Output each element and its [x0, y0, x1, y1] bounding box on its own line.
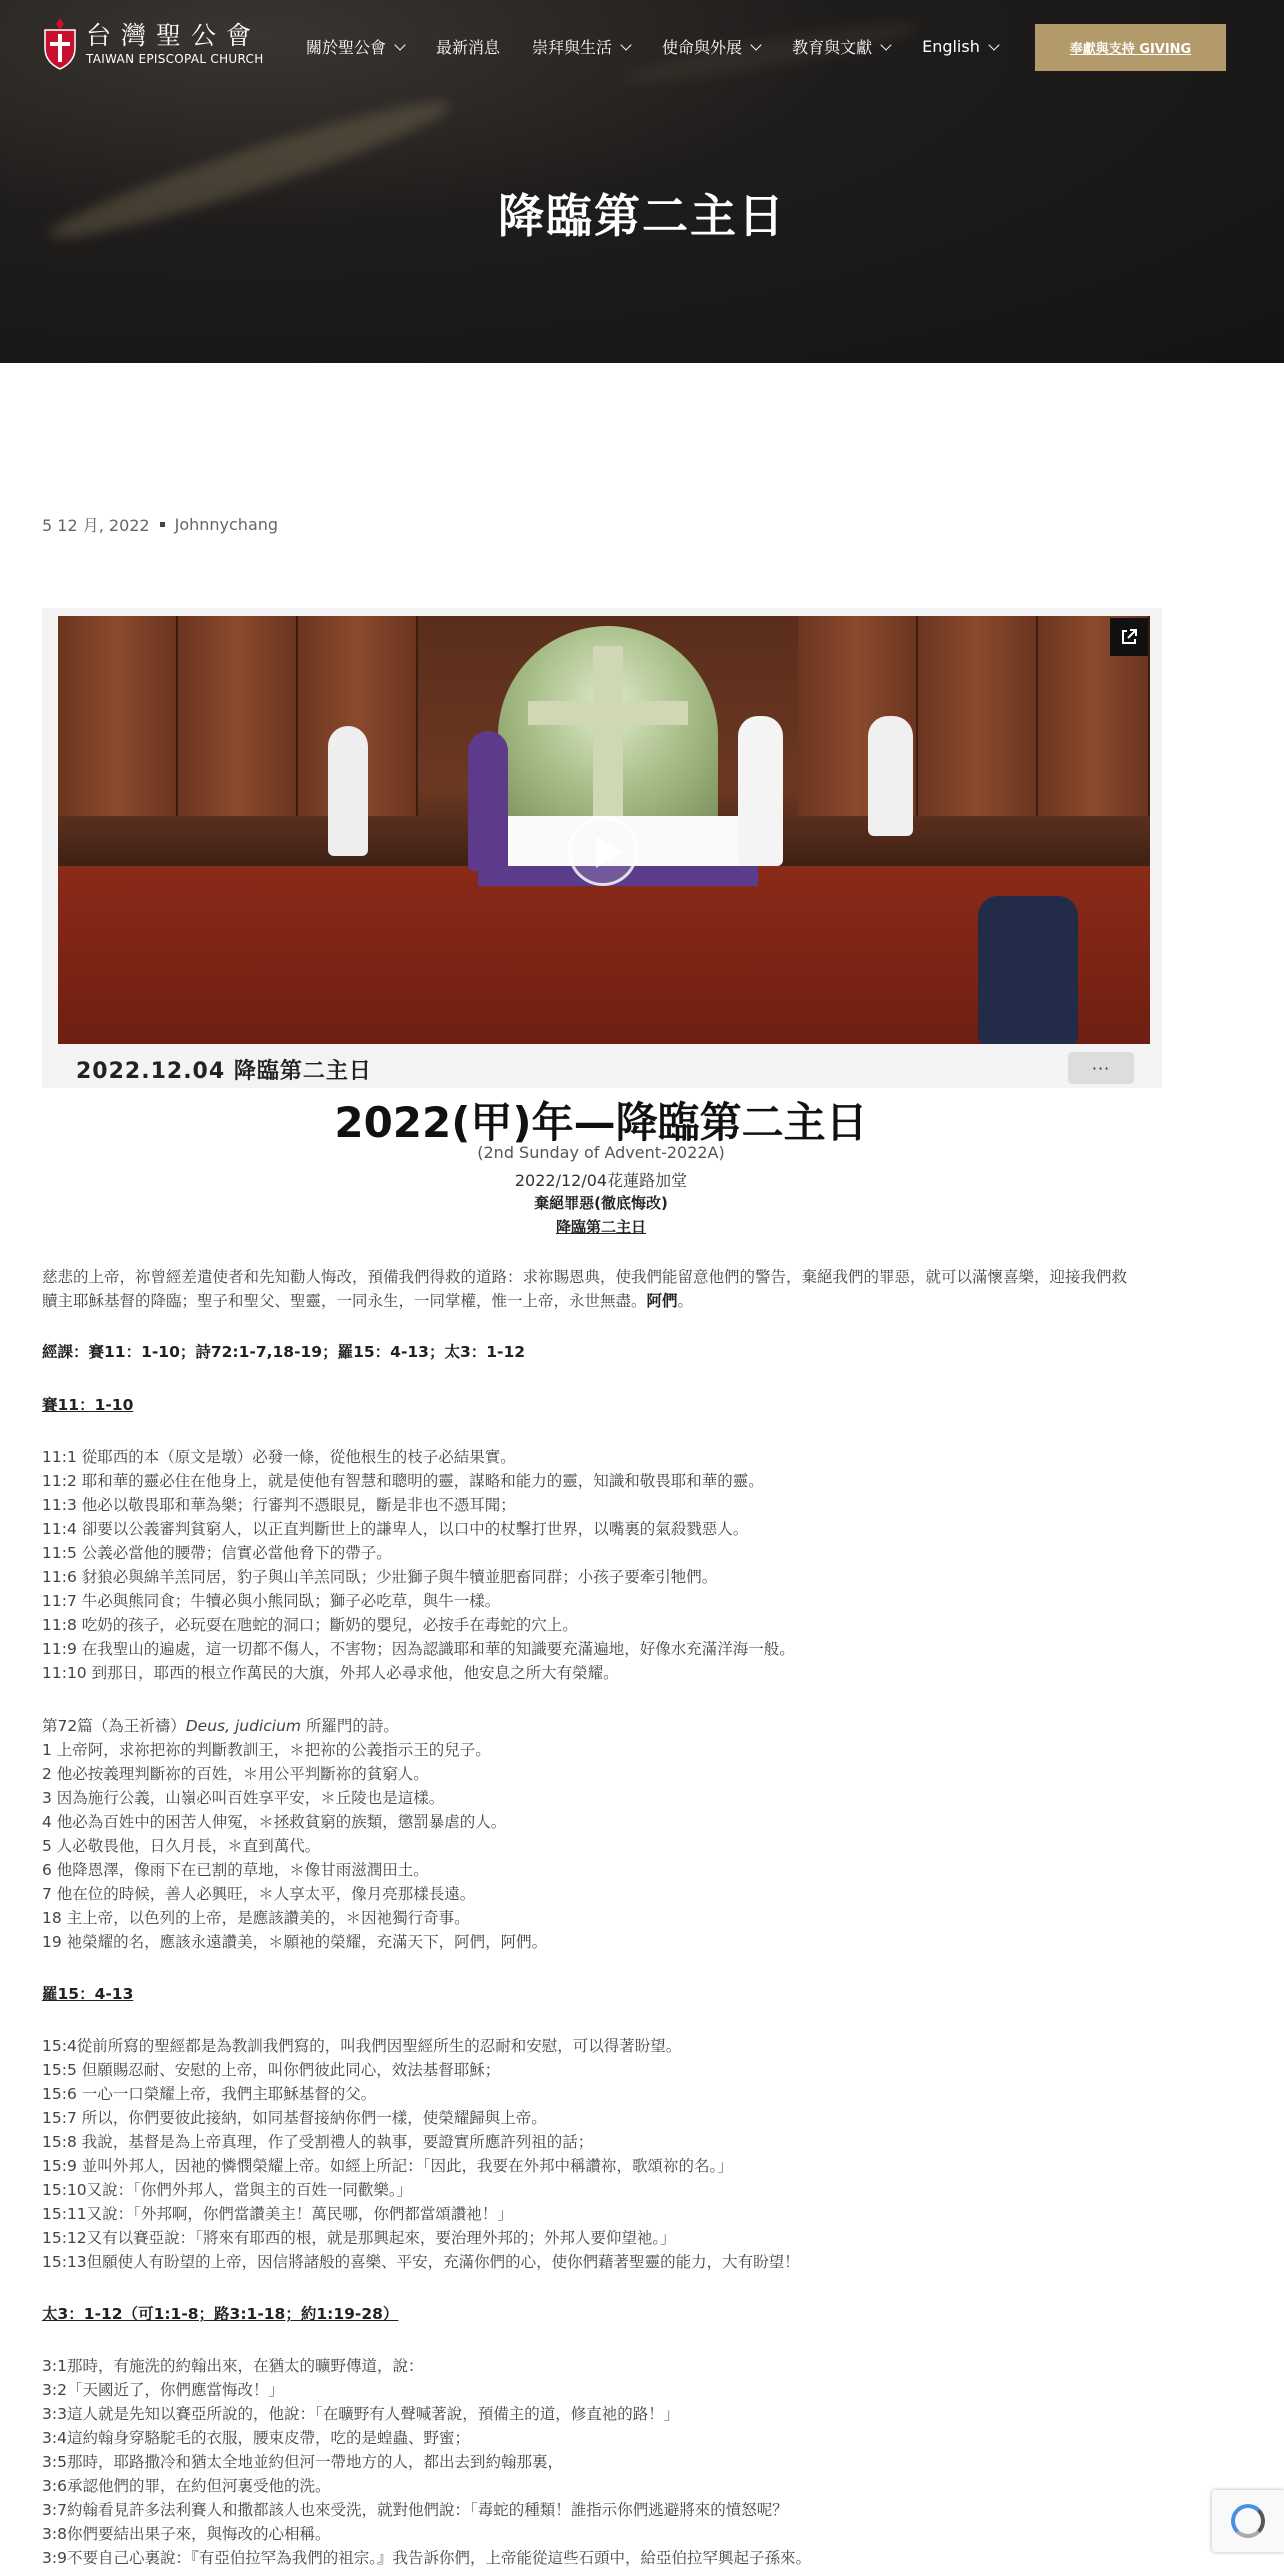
psalm-intro [42, 1714, 1172, 1738]
verse: 11:9 在我聖山的遍處，這一切都不傷人，不害物；因為認識耶和華的知識要充滿遍地，好像水充滿洋海一般。 [42, 1640, 795, 1658]
verse: 3:4這約翰身穿駱駝毛的衣服，腰束皮帶，吃的是蝗蟲、野蜜； [42, 2429, 470, 2447]
nav-item-education[interactable] [792, 35, 890, 58]
separator-dot [160, 522, 165, 527]
verse: 6 他降恩澤，像雨下在已割的草地，＊像甘雨滋潤田土。 [42, 1861, 429, 1879]
verse: 15:12又有以賽亞說：「將來有耶西的根，就是那興起來，要治理外邦的；外邦人要仰望祂。」 [42, 2229, 676, 2247]
article-subtitle: (2nd Sunday of Advent-2022A) [477, 1143, 725, 1162]
verse: 15:9 並叫外邦人，因祂的憐憫榮耀上帝。如經上所記：「因此，我要在外邦中稱讚祢，歌頌祢的名。」 [42, 2157, 733, 2175]
verse: 3:9不要自己心裏說：『有亞伯拉罕為我們的祖宗。』我告訴你們，上帝能從這些石頭中，給亞伯拉罕興起子孫來。 [42, 2549, 811, 2567]
psalm-passage [42, 1714, 1172, 1954]
site-logo[interactable] [42, 18, 264, 70]
nav-item-worship[interactable] [532, 35, 630, 58]
romans-passage [42, 2034, 1172, 2274]
video-thumbnail[interactable] [58, 616, 1150, 1044]
post-date[interactable]: 5 12 月, 2022 [42, 516, 150, 535]
nav-label: 使命與外展 [662, 38, 743, 57]
verse: 3:1那時，有施洗的約翰出來，在猶太的曠野傳道，說： [42, 2357, 424, 2375]
psalm-title: 第72篇（為王祈禱） [42, 1717, 186, 1735]
verse: 3:3這人就是先知以賽亞所說的，他說：「在曠野有人聲喊著說，預備主的道，修直祂的路！」 [42, 2405, 680, 2423]
verse: 3:5那時，耶路撒冷和猶太全地並約但河一帶地方的人，都出去到約翰那裏， [42, 2453, 563, 2471]
article-place: 2022/12/04花蓮路加堂 [514, 1171, 688, 1190]
lections-list: 經課：賽11：1-10；詩72:1-7,18-19；羅15：4-13；太3：1-12 [42, 1343, 526, 1361]
chevron-down-icon [750, 39, 761, 50]
verse: 11:8 吃奶的孩子，必玩耍在虺蛇的洞口；斷奶的嬰兒，必按手在毒蛇的穴上。 [42, 1616, 578, 1634]
verse: 15:10又說：「你們外邦人，當與主的百姓一同歡樂。」 [42, 2181, 413, 2199]
wall-panel [918, 616, 1038, 816]
post-meta [42, 513, 278, 536]
isaiah-heading: 賽11：1-10 [42, 1396, 134, 1414]
verse: 18 主上帝，以色列的上帝，是應該讚美的，＊因祂獨行奇事。 [42, 1909, 470, 1927]
wall-panel [58, 616, 178, 816]
verse: 2 他必按義理判斷祢的百姓，＊用公平判斷祢的貧窮人。 [42, 1765, 429, 1783]
romans-heading: 羅15：4-13 [42, 1985, 134, 2003]
chevron-down-icon [394, 39, 405, 50]
church-shield-icon [42, 18, 78, 70]
person-figure [978, 896, 1078, 1044]
verse: 19 祂榮耀的名，應該永遠讚美，＊願祂的榮耀，充滿天下，阿們，阿們。 [42, 1933, 548, 1951]
isaiah-passage [42, 1445, 1172, 1685]
cross-icon [528, 701, 688, 725]
nav-label: English [922, 37, 980, 56]
giving-button[interactable]: 奉獻與支持 GIVING [1035, 24, 1226, 71]
chevron-down-icon [620, 39, 631, 50]
matthew-heading: 太3：1-12（可1:1-8；路3:1-18；約1:19-28） [42, 2305, 399, 2323]
verse: 3:6承認他們的罪，在約但河裏受他的洗。 [42, 2477, 331, 2495]
verse: 11:7 牛必與熊同食；牛犢必與小熊同臥；獅子必吃草，與牛一樣。 [42, 1592, 501, 1610]
video-caption: 2022.12.04 降臨第二主日 [76, 1059, 372, 1084]
verse: 4 他必為百姓中的困苦人伸冤，＊拯救貧窮的族類，懲罰暴虐的人。 [42, 1813, 507, 1831]
verse: 3:8你們要結出果子來，與悔改的心相稱。 [42, 2525, 331, 2543]
chevron-down-icon [988, 39, 999, 50]
nav-label: 教育與文獻 [792, 38, 873, 57]
verse: 7 他在位的時候，善人必興旺，＊人享太平，像月亮那樣長遠。 [42, 1885, 476, 1903]
verse: 15:8 我說，基督是為上帝真理，作了受割禮人的執事，要證實所應許列祖的話； [42, 2133, 594, 2151]
wall-panel [178, 616, 298, 816]
nav-item-about[interactable] [306, 35, 404, 58]
verse: 11:5 公義必當他的腰帶；信實必當他脅下的帶子。 [42, 1544, 392, 1562]
page-title: 降臨第二主日 [498, 189, 786, 243]
recaptcha-icon [1231, 2504, 1265, 2538]
verse: 3:2「天國近了，你們應當悔改！」 [42, 2381, 284, 2399]
verse: 3:7約翰看見許多法利賽人和撒都該人也來受洗，就對他們說：「毒蛇的種類！誰指示你們逃避將來的憤怒呢？ [42, 2501, 788, 2519]
hero-banner [0, 0, 1284, 363]
collect-prayer [42, 1265, 1172, 1313]
verse: 5 人必敬畏他，日久月長，＊直到萬代。 [42, 1837, 321, 1855]
nav-label: 關於聖公會 [306, 38, 387, 57]
article-title: 2022(甲)年—降臨第二主日 [334, 1098, 868, 1147]
person-figure [738, 716, 783, 866]
person-figure [328, 726, 368, 856]
matthew-passage [42, 2354, 1172, 2568]
verse: 3 因為施行公義，山嶺必叫百姓享平安，＊丘陵也是這樣。 [42, 1789, 445, 1807]
nav-item-news[interactable] [436, 35, 500, 58]
collect-line: 慈悲的上帝，祢曾經差遣使者和先知勸人悔改，預備我們得救的道路：求祢賜恩典，使我們能留意他們的警告，棄絕我們的罪惡，就可以滿懷喜樂，迎接我們救 [42, 1268, 1128, 1286]
nav-label: 最新消息 [436, 38, 501, 57]
verse: 15:13但願使人有盼望的上帝，因信將諸般的喜樂、平安，充滿你們的心，使你們藉著聖靈的能力，大有盼望！ [42, 2253, 800, 2271]
article-theme: 棄絕罪惡(徹底悔改) [534, 1194, 668, 1212]
post-author[interactable]: Johnnychang [174, 515, 279, 534]
article-theme-link[interactable]: 降臨第二主日 [555, 1218, 646, 1236]
verse: 15:5 但願賜忍耐、安慰的上帝，叫你們彼此同心，效法基督耶穌； [42, 2061, 501, 2079]
collect-line [42, 1289, 1172, 1313]
verse: 11:4 卻要以公義審判貧窮人，以正直判斷世上的謙卑人，以口中的杖擊打世界，以嘴裏的氣殺戮惡人。 [42, 1520, 749, 1538]
video-embed[interactable] [42, 608, 1162, 1088]
verse: 11:10 到那日，耶西的根立作萬民的大旗，外邦人必尋求他，他安息之所大有榮耀。 [42, 1664, 619, 1682]
play-icon[interactable] [568, 816, 638, 886]
nav-item-mission[interactable] [662, 35, 760, 58]
verse: 15:11又說：「外邦啊，你們當讚美主！萬民哪，你們都當頌讚祂！」 [42, 2205, 513, 2223]
main-nav [306, 35, 1030, 58]
verse: 15:4從前所寫的聖經都是為教訓我們寫的，叫我們因聖經所生的忍耐和安慰，可以得著盼望。 [42, 2037, 682, 2055]
collect-end: 。 [677, 1292, 694, 1310]
verse: 11:1 從耶西的本（原文是墩）必發一條，從他根生的枝子必結果實。 [42, 1448, 516, 1466]
verse: 11:2 耶和華的靈必住在他身上，就是使他有智慧和聰明的靈，謀略和能力的靈，知識和敬畏耶和華的靈。 [42, 1472, 764, 1490]
external-link-icon[interactable] [1110, 618, 1148, 656]
verse: 11:3 他必以敬畏耶和華為樂；行審判不憑眼見，斷是非也不憑耳聞； [42, 1496, 516, 1514]
amen: 阿們 [646, 1292, 678, 1310]
psalm-latin: Deus, judicium [185, 1717, 301, 1735]
person-figure [868, 716, 913, 836]
verse: 11:6 豺狼必與綿羊羔同居，豹子與山羊羔同臥；少壯獅子與牛犢並肥畜同群；小孩子要牽引牠們。 [42, 1568, 718, 1586]
person-figure [468, 731, 508, 871]
psalm-attribution: 所羅門的詩。 [301, 1717, 399, 1735]
nav-item-english[interactable] [922, 35, 998, 58]
logo-chinese-name: 台灣聖公會 [86, 21, 262, 50]
verse: 15:6 一心一口榮耀上帝，我們主耶穌基督的父。 [42, 2085, 377, 2103]
verse: 1 上帝阿，求祢把祢的判斷教訓王，＊把祢的公義指示王的兒子。 [42, 1741, 491, 1759]
more-options-button[interactable]: ··· [1068, 1052, 1134, 1084]
nav-label: 崇拜與生活 [532, 38, 613, 57]
verse: 15:7 所以，你們要彼此接納，如同基督接納你們一樣，使榮耀歸與上帝。 [42, 2109, 547, 2127]
logo-english-name: TAIWAN EPISCOPAL CHURCH [86, 52, 264, 66]
recaptcha-badge[interactable] [1212, 2490, 1284, 2552]
chevron-down-icon [880, 39, 891, 50]
collect-text: 贖主耶穌基督的降臨；聖子和聖父、聖靈，一同永生，一同掌權，惟一上帝，永世無盡。 [42, 1292, 647, 1310]
